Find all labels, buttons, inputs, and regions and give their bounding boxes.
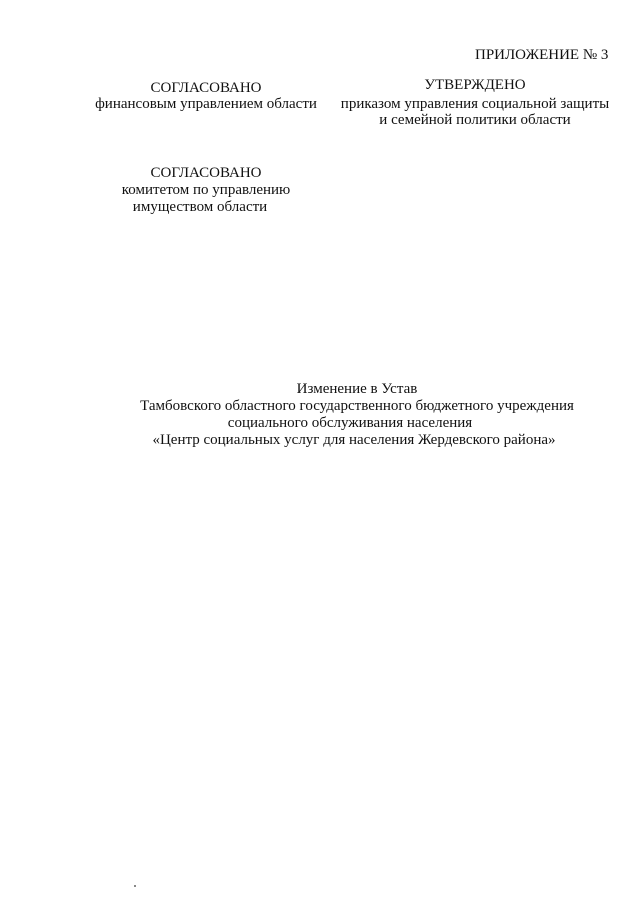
approval-right-line2: и семейной политики области bbox=[379, 112, 571, 128]
approval-left-line1: финансовым управлением области bbox=[95, 96, 317, 112]
document-title-line2: Тамбовского областного государственного бюджетного учреждения bbox=[140, 398, 574, 414]
approval-left2-line2: имуществом области bbox=[132, 199, 268, 215]
scan-artifact bbox=[134, 885, 136, 887]
document-title-line4: «Центр социальных услуг для населения Жердевского района» bbox=[152, 432, 556, 448]
approval-left2-line1: комитетом по управлению bbox=[121, 182, 291, 198]
approval-left2-heading: СОГЛАСОВАНО bbox=[150, 165, 262, 181]
approval-left-heading: СОГЛАСОВАНО bbox=[150, 80, 262, 96]
document-title-line3: социального обслуживания населения bbox=[227, 415, 473, 431]
approval-right-heading: УТВЕРЖДЕНО bbox=[424, 77, 526, 93]
document-title-line1: Изменение в Устав bbox=[296, 381, 418, 397]
approval-right-line1: приказом управления социальной защиты bbox=[340, 96, 610, 112]
appendix-label: ПРИЛОЖЕНИЕ № 3 bbox=[475, 47, 609, 63]
